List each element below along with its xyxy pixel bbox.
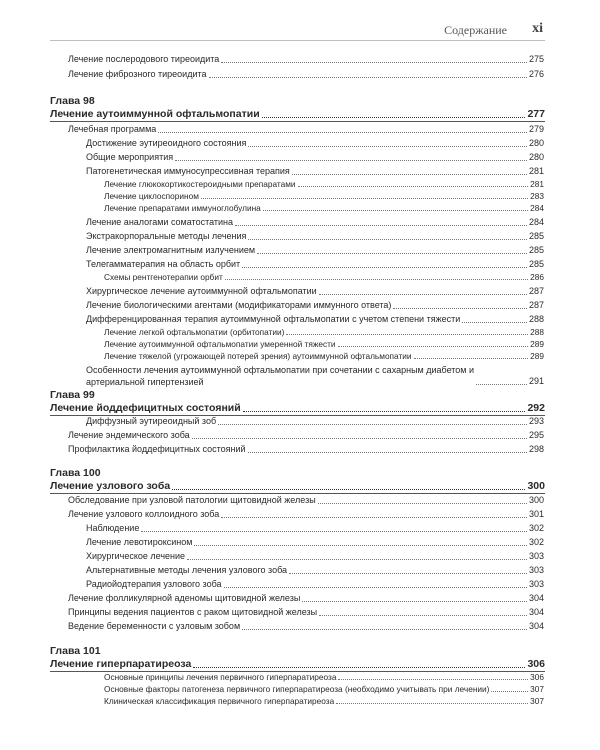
page-number: 279 — [528, 124, 544, 134]
page-number: 284 — [530, 203, 544, 213]
page-number: 285 — [528, 245, 544, 255]
toc-entry[interactable]: Лечение послеродового тиреоидита 275 — [68, 54, 544, 64]
page-number: 300 — [528, 495, 544, 505]
page-number: 283 — [530, 191, 544, 201]
toc-entry[interactable]: Лечение тяжелой (угрожающей потерей зрения) аутоиммунной офтальмопатии 289 — [104, 351, 544, 361]
leader-dots — [192, 438, 527, 439]
page-number: 280 — [528, 138, 544, 148]
page-number: 293 — [528, 416, 544, 426]
page-number: 301 — [528, 509, 544, 519]
leader-dots — [393, 308, 527, 309]
toc-entry[interactable]: Лечение аналогами соматостатина 284 — [86, 217, 544, 227]
page-number: 289 — [530, 339, 544, 349]
leader-dots — [338, 679, 528, 680]
page-number: 298 — [528, 444, 544, 454]
page-number: 304 — [528, 621, 544, 631]
chapter-title[interactable]: Лечение аутоиммунной офтальмопатии 277 — [50, 108, 545, 120]
leader-dots — [158, 132, 527, 133]
toc-entry[interactable]: Диффузный эутиреоидный зоб 293 — [86, 416, 544, 426]
toc-entry[interactable]: Лечение препаратами иммуноглобулина 284 — [104, 203, 544, 213]
page-number: 284 — [528, 217, 544, 227]
chapter-label: Глава 100 — [50, 467, 101, 479]
leader-dots — [201, 198, 528, 199]
page-number: 289 — [530, 351, 544, 361]
page-number: 280 — [528, 152, 544, 162]
toc-entry[interactable]: Общие мероприятия 280 — [86, 152, 544, 162]
leader-dots — [248, 452, 527, 453]
leader-dots — [242, 629, 527, 630]
leader-dots — [225, 279, 528, 280]
leader-dots — [141, 531, 527, 532]
toc-entry[interactable]: Схемы рентгенотерапии орбит 286 — [104, 272, 544, 282]
header-page-number: xi — [532, 21, 543, 36]
toc-entry[interactable]: Лечение глюкокортикостероидными препаратами 281 — [104, 179, 544, 189]
leader-dots — [336, 703, 528, 704]
chapter-title[interactable]: Лечение гиперпаратиреоза 306 — [50, 658, 545, 670]
page-number: 288 — [528, 314, 544, 324]
page-number: 303 — [528, 551, 544, 561]
page-number: 277 — [527, 108, 545, 120]
toc-entry[interactable]: Лечение циклоспорином 283 — [104, 191, 544, 201]
leader-dots — [298, 186, 529, 187]
toc-entry[interactable]: Лечебная программа 279 — [68, 124, 544, 134]
page-number: 281 — [528, 166, 544, 176]
leader-dots — [194, 545, 527, 546]
leader-dots — [248, 239, 527, 240]
toc-entry[interactable]: Ведение беременности с узловым зобом 304 — [68, 621, 544, 631]
page-number: 288 — [530, 327, 544, 337]
toc-entry[interactable]: Патогенетическая иммуносупрессивная терапия 281 — [86, 166, 544, 176]
leader-dots — [286, 334, 528, 335]
leader-dots — [221, 517, 527, 518]
toc-entry[interactable]: Обследование при узловой патологии щитовидной железы 300 — [68, 495, 544, 505]
entry-line-1: Особенности лечения аутоиммунной офтальмопатии при сочетании с сахарным диабетом и — [86, 365, 475, 375]
chapter-label: Глава 101 — [50, 645, 101, 657]
running-header — [50, 18, 545, 41]
header-title: Содержание — [444, 23, 507, 37]
chapter-label: Глава 98 — [50, 95, 95, 107]
chapter-label: Глава 99 — [50, 389, 95, 401]
leader-dots — [209, 77, 527, 78]
entry-line-2: артериальной гипертензией — [86, 377, 204, 387]
toc-entry[interactable] — [86, 362, 544, 388]
leader-dots — [175, 160, 527, 161]
page-number: 291 — [528, 376, 544, 386]
toc-entry[interactable]: Лечение узлового коллоидного зоба 301 — [68, 509, 544, 519]
leader-dots — [318, 503, 527, 504]
leader-dots — [218, 424, 527, 425]
toc-entry[interactable]: Наблюдение 302 — [86, 523, 544, 533]
leader-dots — [338, 346, 529, 347]
leader-dots — [302, 601, 527, 602]
leader-dots — [476, 384, 527, 385]
toc-entry[interactable]: Лечение фолликулярной аденомы щитовидной железы 304 — [68, 593, 544, 603]
toc-entry[interactable]: Основные принципы лечения первичного гиперпаратиреоза 306 — [104, 672, 544, 682]
toc-entry[interactable]: Лечение левотироксином 302 — [86, 537, 544, 547]
leader-dots — [242, 267, 527, 268]
page-number: 303 — [528, 579, 544, 589]
leader-dots — [462, 322, 527, 323]
leader-dots — [319, 294, 527, 295]
page-number: 276 — [528, 69, 544, 79]
page-number: 286 — [530, 272, 544, 282]
page-number: 287 — [528, 286, 544, 296]
leader-dots — [243, 411, 526, 412]
page-number: 304 — [528, 593, 544, 603]
page-number: 304 — [528, 607, 544, 617]
page-number: 302 — [528, 523, 544, 533]
page-number: 303 — [528, 565, 544, 575]
leader-dots — [292, 174, 527, 175]
page-number: 285 — [528, 259, 544, 269]
leader-dots — [235, 225, 527, 226]
leader-dots — [172, 489, 525, 490]
toc-entry[interactable]: Лечение аутоиммунной офтальмопатии умеренной тяжести 289 — [104, 339, 544, 349]
toc-entry[interactable]: Профилактика йоддефицитных состояний 298 — [68, 444, 544, 454]
leader-dots — [224, 587, 527, 588]
page-number: 302 — [528, 537, 544, 547]
page-number: 307 — [530, 684, 544, 694]
toc-entry[interactable]: Лечение электромагнитным излучением 285 — [86, 245, 544, 255]
page-number: 306 — [527, 658, 545, 670]
leader-dots — [319, 615, 527, 616]
toc-entry[interactable]: Хирургическое лечение 303 — [86, 551, 544, 561]
page-number: 300 — [527, 480, 545, 492]
page-number: 281 — [530, 179, 544, 189]
page-number: 307 — [530, 696, 544, 706]
leader-dots — [263, 210, 528, 211]
leader-dots — [491, 691, 528, 692]
toc-entry[interactable]: Клиническая классификация первичного гиперпаратиреоза 307 — [104, 696, 544, 706]
toc-entry[interactable]: Экстракорпоральные методы лечения 285 — [86, 231, 544, 241]
chapter-title[interactable]: Лечение узлового зоба 300 — [50, 480, 545, 492]
toc-entry[interactable]: Хирургическое лечение аутоиммунной офтальмопатии 287 — [86, 286, 544, 296]
leader-dots — [257, 253, 527, 254]
toc-entry[interactable]: Телегамматерапия на область орбит 285 — [86, 259, 544, 269]
leader-dots — [289, 573, 527, 574]
toc-entry[interactable]: Основные факторы патогенеза первичного гиперпаратиреоза (необходимо учитывать при лечении) 307 — [104, 684, 544, 694]
toc-entry[interactable]: Лечение легкой офтальмопатии (орбитопатии) 288 — [104, 327, 544, 337]
toc-entry[interactable]: Лечение эндемического зоба 295 — [68, 430, 544, 440]
page-number: 295 — [528, 430, 544, 440]
leader-dots — [248, 146, 527, 147]
toc-entry[interactable]: Лечение фиброзного тиреоидита 276 — [68, 69, 544, 79]
toc-entry[interactable]: Радиойодтерапия узлового зоба 303 — [86, 579, 544, 589]
leader-dots — [221, 62, 527, 63]
page-number: 306 — [530, 672, 544, 682]
leader-dots — [193, 667, 525, 668]
page-number: 287 — [528, 300, 544, 310]
page-number: 292 — [527, 402, 545, 414]
page-number: 275 — [528, 54, 544, 64]
chapter-title[interactable]: Лечение йоддефицитных состояний 292 — [50, 402, 545, 414]
toc-entry[interactable]: Лечение биологическими агентами (модификаторами иммунного ответа) 287 — [86, 300, 544, 310]
leader-dots — [414, 358, 529, 359]
leader-dots — [262, 117, 526, 118]
page-number: 285 — [528, 231, 544, 241]
toc-entry[interactable]: Достижение эутиреоидного состояния 280 — [86, 138, 544, 148]
toc-entry[interactable]: Альтернативные методы лечения узлового зоба 303 — [86, 565, 544, 575]
toc-entry[interactable]: Дифференцированная терапия аутоиммунной офтальмопатии с учетом степени тяжести 288 — [86, 314, 544, 324]
toc-entry[interactable]: Принципы ведения пациентов с раком щитовидной железы 304 — [68, 607, 544, 617]
leader-dots — [187, 559, 527, 560]
